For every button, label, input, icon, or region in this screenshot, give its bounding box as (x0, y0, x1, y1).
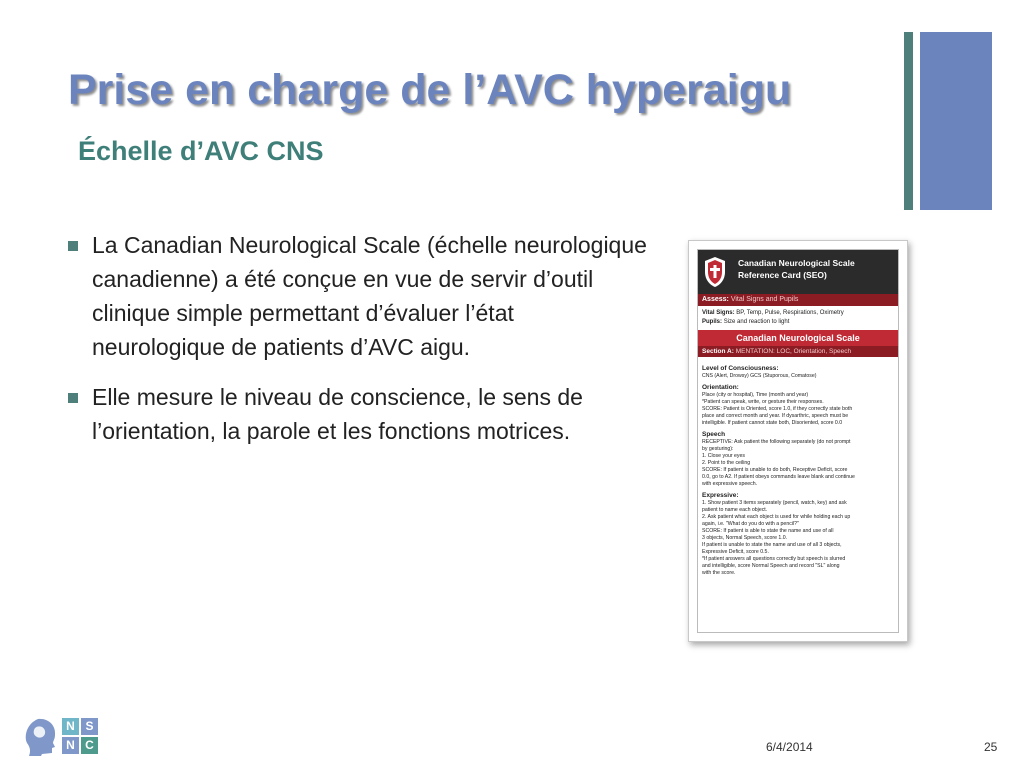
bullet-item (68, 228, 648, 364)
card-line: RECEPTIVE: Ask patient the following separately (do not prompt (702, 439, 851, 445)
card-line: intelligible. If patient cannot state both, Disoriented, score 0.0 (702, 420, 843, 426)
section-label: Section A: (702, 348, 734, 355)
decorative-bar-blue (920, 32, 992, 210)
logo-letter: C (81, 737, 98, 754)
card-line: 2. Ask patient what each object is used for while holding each up (702, 514, 851, 520)
card-line: again, i.e. "What do you do with a pencil?" (702, 521, 799, 527)
bullet-list (68, 228, 648, 464)
card-body (698, 357, 898, 581)
card-line: place and correct month and year. If dysarthric, speech must be (702, 413, 849, 419)
card-line: with expressive speech. (702, 481, 758, 487)
section-text: MENTATION: LOC, Orientation, Speech (735, 348, 852, 355)
head-profile-logo-icon (24, 716, 60, 756)
scale-title-band: Canadian Neurological Scale (698, 330, 898, 346)
card-line: 2. Point to the ceiling (702, 460, 751, 466)
speech-heading: Speech (702, 431, 726, 438)
card-line: SCORE: Patient is Oriented, score 1.0, if they correctly state both (702, 406, 853, 412)
card-line: patient to name each object. (702, 507, 768, 513)
bullet-text: Elle mesure le niveau de conscience, le sens de l’orientation, la parole et les fonctions motrices. (92, 384, 583, 444)
card-line: and intelligible, score Normal Speech and record "SL" along (702, 563, 840, 569)
vitals-label: Vital Signs: (702, 310, 735, 316)
section-band (698, 346, 898, 357)
card-line: Expressive Deficit, score 0.5. (702, 549, 769, 555)
card-header-line2: Reference Card (SEO) (738, 270, 827, 280)
vitals-text: BP, Temp, Pulse, Respirations, Oximetry (736, 310, 844, 316)
orientation-heading: Orientation: (702, 384, 739, 391)
loc-text: CNS (Alert, Drowsy) GCS (Stuporous, Comatose) (702, 373, 817, 379)
card-header-line1: Canadian Neurological Scale (738, 258, 855, 268)
card-header-text (738, 257, 855, 281)
square-bullet-icon (68, 241, 78, 251)
card-line: SCORE: If patient is able to state the name and use of all (702, 528, 834, 534)
pupils-text: Size and reaction to light (723, 319, 790, 325)
logo-letter: N (62, 737, 79, 754)
bullet-item (68, 380, 648, 448)
slide-subtitle: Échelle d’AVC CNS (78, 136, 324, 166)
card-line: 0.0, go to A2. If patient obeys commands leave blank and continue (702, 474, 855, 480)
vitals-block (698, 306, 898, 330)
card-line: 1. Show patient 3 items separately (pencil, watch, key) and ask (702, 500, 847, 506)
reference-card-image (688, 240, 908, 642)
assess-text: Vital Signs and Pupils (730, 296, 799, 303)
logo-letter: N (62, 718, 79, 735)
footer-date: 6/4/2014 (766, 740, 813, 754)
pupils-label: Pupils: (702, 319, 723, 325)
card-line: 3 objects, Normal Speech, score 1.0. (702, 535, 788, 541)
card-line: SCORE: If patient is unable to do both, Receptive Deficit, score (702, 467, 848, 473)
nsnc-logo (24, 716, 98, 756)
assess-label: Assess: (702, 296, 729, 303)
card-line: *If patient answers all questions correctly but speech is slurred (702, 556, 846, 562)
card-line: 1. Close your eyes (702, 453, 745, 459)
square-bullet-icon (68, 393, 78, 403)
card-line: Place (city or hospital), Time (month and year) (702, 392, 809, 398)
reference-card-frame (697, 249, 899, 633)
bullet-text: La Canadian Neurological Scale (échelle neurologique canadienne) a été conçue en vue de servir d’outil clinique simple permettant d’évaluer l’état neurologique de patients d’AVC aigu. (92, 232, 647, 360)
expressive-heading: Expressive: (702, 492, 739, 499)
shield-logo-icon (704, 256, 726, 288)
slide-title: Prise en charge de l’AVC hyperaigu (68, 66, 792, 114)
card-line: *Patient can speak, write, or gesture their responses. (702, 399, 824, 405)
card-line: If patient is unable to state the name and use of all 3 objects, (702, 542, 842, 548)
card-line: with the score. (702, 570, 736, 576)
page-number: 25 (984, 740, 998, 754)
card-header (698, 250, 898, 294)
assess-band (698, 294, 898, 306)
loc-heading: Level of Consciousness: (702, 365, 779, 372)
logo-letter: S (81, 718, 98, 735)
card-line: by gesturing): (702, 446, 734, 452)
decorative-bar-dark (904, 32, 913, 210)
